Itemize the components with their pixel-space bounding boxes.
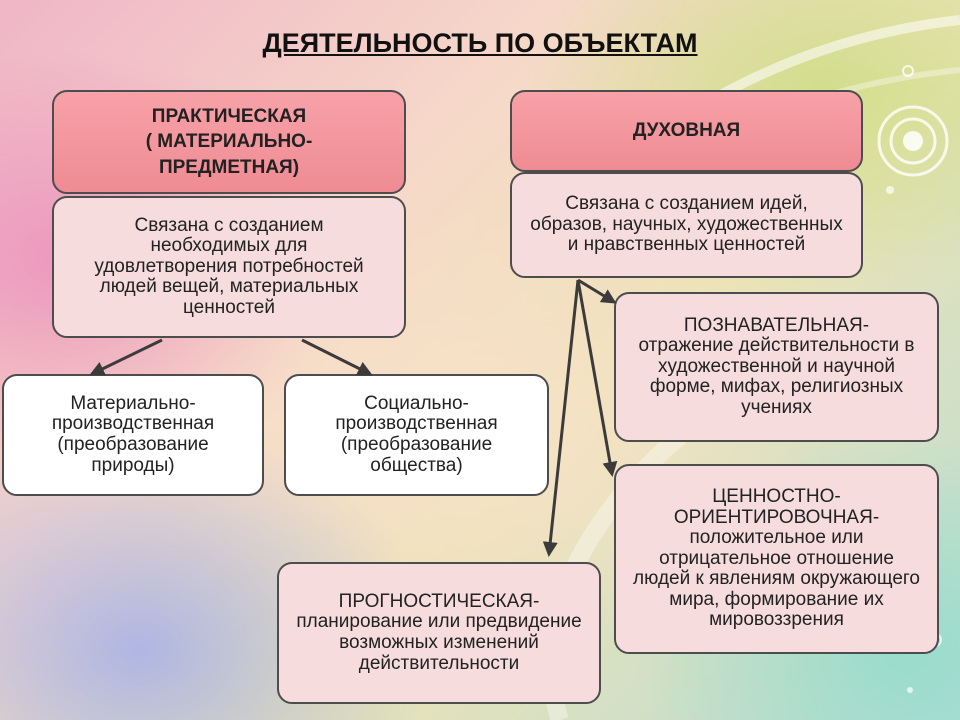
cognitive-title: ПОЗНАВАТЕЛЬНАЯ- [683,314,870,336]
arrow-to-social [302,340,370,374]
arrow-to-cognitive [578,280,614,302]
spiritual-description-text: Связана с созданием идей, образов, научных, художественных и нравственных ценностей [530,193,843,256]
spiritual-header-text: ДУХОВНАЯ [632,120,741,142]
arrow-to-value-orienting [578,280,612,474]
arrow-to-prognostic [549,280,578,554]
slide-title: ДЕЯТЕЛЬНОСТЬ ПО ОБЪЕКТАМ [262,28,698,58]
practical-header-line: ПРАКТИЧЕСКАЯ [151,105,307,127]
practical-header-line: ( МАТЕРИАЛЬНО- [145,131,313,153]
practical-header-line: ПРЕДМЕТНАЯ) [158,156,300,178]
social-production-text: Социально-производственная (преобразование общества) [335,392,498,476]
value-orienting-title: ЦЕННОСТНО-ОРИЕНТИРОВОЧНАЯ- [673,486,880,528]
value-orienting-text: положительное или отрицательное отношение людей к явлениям окружающего мира, формирование их мировоззрения [633,527,920,631]
material-production-text: Материально-производственная (преобразование природы) [51,392,215,476]
cognitive-text: отражение действительности в художественной и научной форме, мифах, религиозных учениях [638,335,915,418]
arrow-to-material [92,340,162,374]
prognostic-text: планирование или предвидение возможных изменений действительности [296,611,582,674]
practical-description-text: Связана с созданием необходимых для удовлетворения потребностей людей вещей, материальных ценностей [94,214,364,318]
prognostic-title: ПРОГНОСТИЧЕСКАЯ- [338,590,540,612]
